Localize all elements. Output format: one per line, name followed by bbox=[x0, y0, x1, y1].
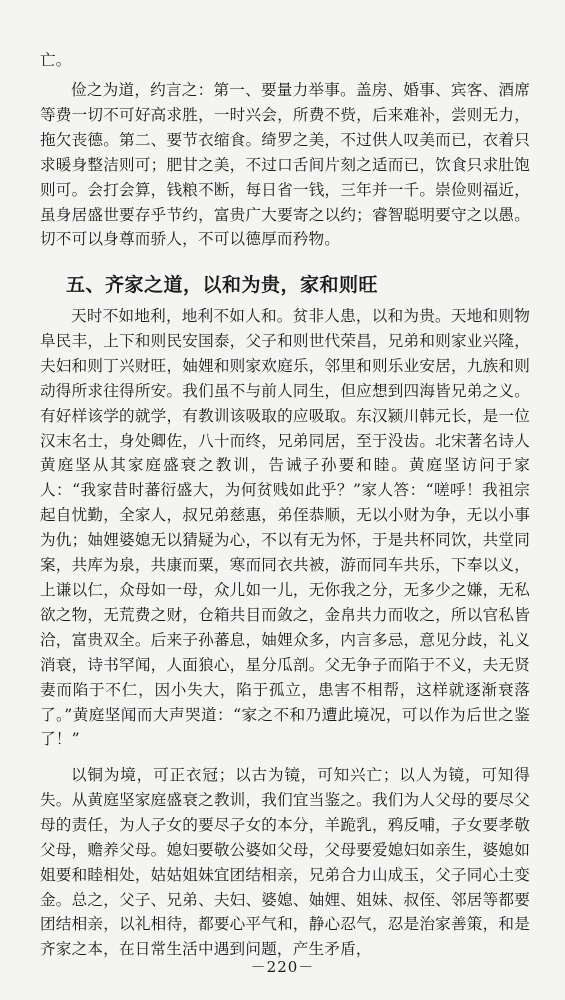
paragraph-mirror-lesson: 以铜为境，可正衣冠；以古为镜，可知兴亡；以人为镜，可知得失。从黄庭坚家庭盛衰之教训，我们宜当鉴之。我们为人父母的要尽父母的责任，为人子女的要尽子女的本分，羊跪乳，鸦反哺，子女要孝敬父母，赡养父母。媳妇要敬公婆如父母，父母要爱媳妇如亲生，婆媳如姐要和睦相处，姑姑姐妹宜团结相亲，兄弟合力山成玉，父子同心土变金。总之，父子、兄弟、夫妇、婆媳、妯娌、姐妹、叔侄、邻居等都要团结相亲，以礼相待，都要心平气和，静心忍气，忍是治家善策，和是齐家之本，在日常生活中遇到问题，产生矛盾， bbox=[40, 766, 530, 959]
paragraph-family-harmony: 天时不如地利，地利不如人和。贫非人患，以和为贵。天地和则物阜民丰，上下和则民安国泰，父子和则世代荣昌，兄弟和则家业兴隆，夫妇和则丁兴财旺，妯娌和则家欢庭乐，邻里和则乐业安居，九族和则动得所求往得所安。我们虽不与前人同生，但应想到四海皆兄弟之义。有好样该学的就学，有教训该吸取的应吸取。东汉颍川韩元长，是一位汉末名士，身处卿佐，八十而终，兄弟同居，至于没齿。北宋著名诗人黄庭坚从其家庭盛衰之教训，告诫子孙要和睦。黄庭坚访问于家人：“我家昔时蕃衍盛大，为何贫贱如此乎？”家人答：“嗟呼！我祖宗起自忧勤，全家人，叔兄弟慈惠，弟侄恭顺，无以小财为争，无以小事为仇；妯娌婆媳无以猜疑为心，不以有无为怀，于是共杯同饮，共堂同案，共库为泉，共康而粟，寒而同衣共被，游而同车共乐，下奉以义，上谦以仁，众母如一母，众儿如一儿，无你我之分，无多少之嫌，无私欲之物，无荒费之财，仓箱共目而敛之，金帛共力而收之，所以官私皆洽，富贵双全。后来子孙蕃息，妯娌众多，内言多忌，意见分歧，礼义消衰，诗书罕闻，人面狼心，星分瓜剖。父无争子而陷于不义，夫无贤妻而陷于不仁，因小失大，陷于孤立，患害不相帮，这样就逐渐衰落了。”黄庭坚闻而大声哭道：“家之不和乃遭此境况，可以作为后世之鉴了！” bbox=[40, 307, 530, 749]
section-heading: 五、齐家之道，以和为贵，家和则旺 bbox=[66, 274, 379, 296]
paragraph-continuation: 亡。 bbox=[40, 51, 72, 69]
paragraph-frugality: 俭之为道，约言之：第一、要量力举事。盖房、婚事、宾客、酒席等费一切不可好高求胜，一时兴会，所费不赀，后来难补，尝则无力，拖欠丧德。第二、要节衣缩食。绮罗之美，不过供人叹美而已，衣着只求暖身整洁则可；肥甘之美，不过口舌间片刻之适而已，饮食只求肚饱则可。会打会算，钱粮不断，每日省一钱，三年并一千。崇俭则福近，虽身居盛世要存乎节约，富贵广大要寄之以约；睿智聪明要守之以愚。切不可以身尊而骄人，不可以德厚而矜物。 bbox=[40, 81, 530, 249]
page-number: －220－ bbox=[250, 958, 315, 976]
